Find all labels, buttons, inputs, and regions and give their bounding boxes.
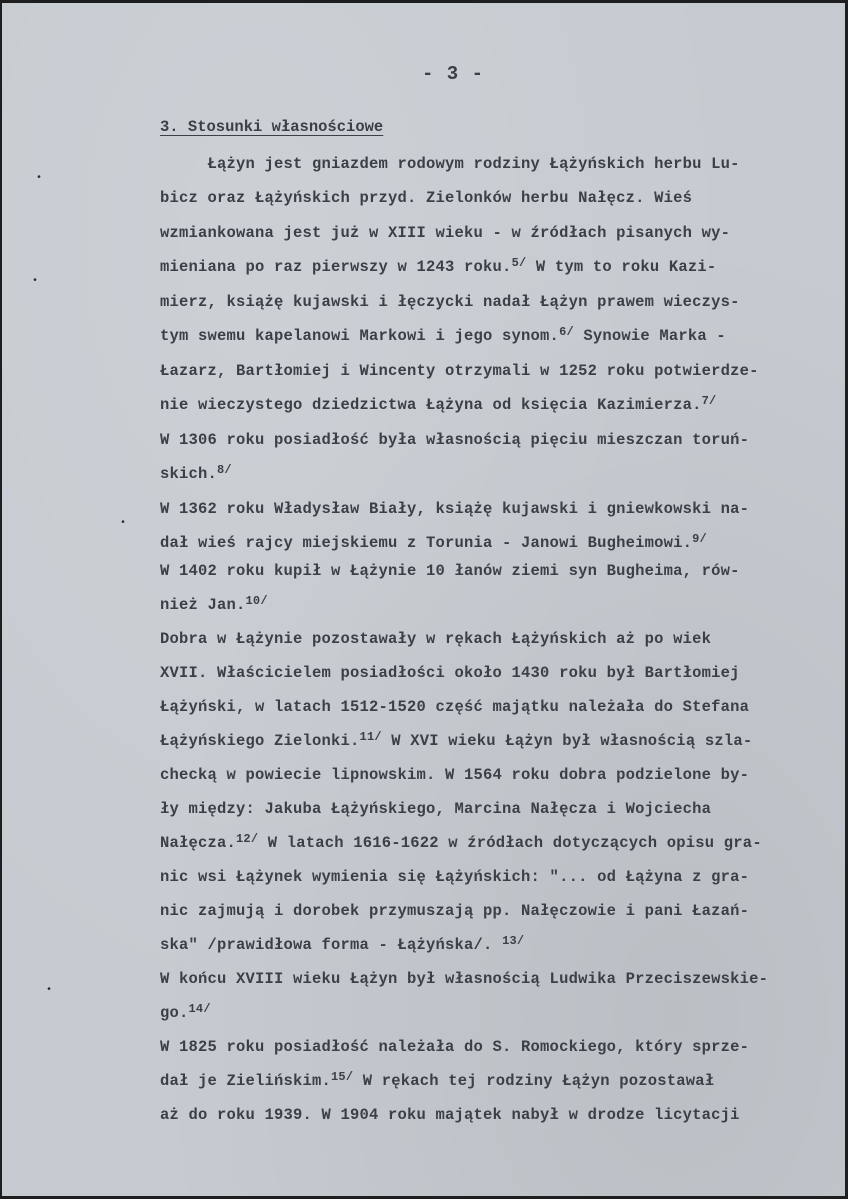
footnote-ref: 11/ [359,730,382,744]
text-line: tym swemu kapelanowi Markowi i jego synom.$^{6/}$ Synowie Marka - [160,325,726,345]
text-line: nie wieczystego dziedzictwa Łążyna od księcia Kazimierza.$^{7/}$ [160,394,717,414]
text-line: nież Jan.$^{10/}$ [160,594,268,614]
text-line: W końcu XVIII wieku Łążyn był własnością Ludwika Przeciszewskie- [160,970,769,988]
document-page [2,3,845,1196]
footnote-ref: 15/ [331,1070,354,1084]
text-line: ły między: Jakuba Łążyńskiego, Marcina Nałęcza i Wojciecha [160,800,712,818]
text-line: go.$^{14/}$ [160,1002,211,1022]
footnote-ref: 12/ [236,832,259,846]
footnote-ref: 7/ [701,394,717,408]
footnote-ref: 14/ [188,1002,211,1016]
footnote-ref: 13/ [502,934,525,948]
text-line: nic zajmują i dorobek przymuszają pp. Nałęczowie i pani Łazań- [160,902,750,920]
text-line: Łazarz, Bartłomiej i Wincenty otrzymali w 1252 roku potwierdze- [160,362,759,380]
footnote-ref: 6/ [559,325,574,339]
paper-speck: • [46,985,53,996]
text-line: ska" /prawidłowa forma - Łążyńska/. $^{13/}$ [160,934,525,954]
text-line: bicz oraz Łążyńskich przyd. Zielonków herbu Nałęcz. Wieś [160,189,693,207]
paper-speck: • [36,173,43,184]
text-line: wzmiankowana jest już w XIII wieku - w źródłach pisanych wy- [160,224,731,242]
text-line: Nałęcza.$^{12/}$ W latach 1616-1622 w źródłach dotyczących opisu gra- [160,832,762,852]
text-line: W 1402 roku kupił w Łążynie 10 łanów ziemi syn Bugheima, rów- [160,562,740,580]
footnote-ref: 10/ [245,594,268,608]
text-line: dał wieś rajcy miejskiemu z Torunia - Janowi Bugheimowi.$^{9/}$ [160,532,707,552]
section-heading: 3. Stosunki własnościowe [160,118,384,136]
text-line: Łążyńskiego Zielonki.$^{11/}$ W XVI wieku Łążyn był własnością szla- [160,730,753,750]
footnote-ref: 8/ [217,463,232,477]
text-line: Łążyn jest gniazdem rodowym rodziny Łążyńskich herbu Lu- [160,155,740,173]
footnote-ref: 5/ [511,256,527,270]
text-line: aż do roku 1939. W 1904 roku majątek nabył w drodze licytacji [160,1106,740,1124]
page-number: - 3 - [422,63,485,85]
text-line: mieniana po raz pierwszy w 1243 roku.$^{5/}$ W tym to roku Kazi- [160,256,717,276]
text-line: mierz, książę kujawski i łęczycki nadał Łążyn prawem wieczys- [160,293,740,311]
text-line: W 1362 roku Władysław Biały, książę kujawski i gniewkowski na- [160,500,750,518]
text-line: Łążyński, w latach 1512-1520 część majątku należała do Stefana [160,698,750,716]
text-line: dał je Zielińskim.$^{15/}$ W rękach tej rodziny Łążyn pozostawał [160,1070,715,1090]
text-line: nic wsi Łążynek wymienia się Łążyńskich: "... od Łążyna z gra- [160,868,750,886]
text-line: XVII. Właścicielem posiadłości około 1430 roku był Bartłomiej [160,664,740,682]
text-line: skich.$^{8/}$ [160,463,232,483]
paper-speck: • [32,276,39,287]
text-line: Dobra w Łążynie pozostawały w rękach Łążyńskich aż po wiek [160,630,712,648]
footnote-ref: 9/ [692,532,707,546]
text-line: W 1825 roku posiadłość należała do S. Romockiego, który sprze- [160,1038,750,1056]
text-line: W 1306 roku posiadłość była własnością pięciu mieszczan toruń- [160,431,750,449]
paper-speck: • [120,518,127,529]
text-line: checką w powiecie lipnowskim. W 1564 roku dobra podzielone by- [160,766,750,784]
